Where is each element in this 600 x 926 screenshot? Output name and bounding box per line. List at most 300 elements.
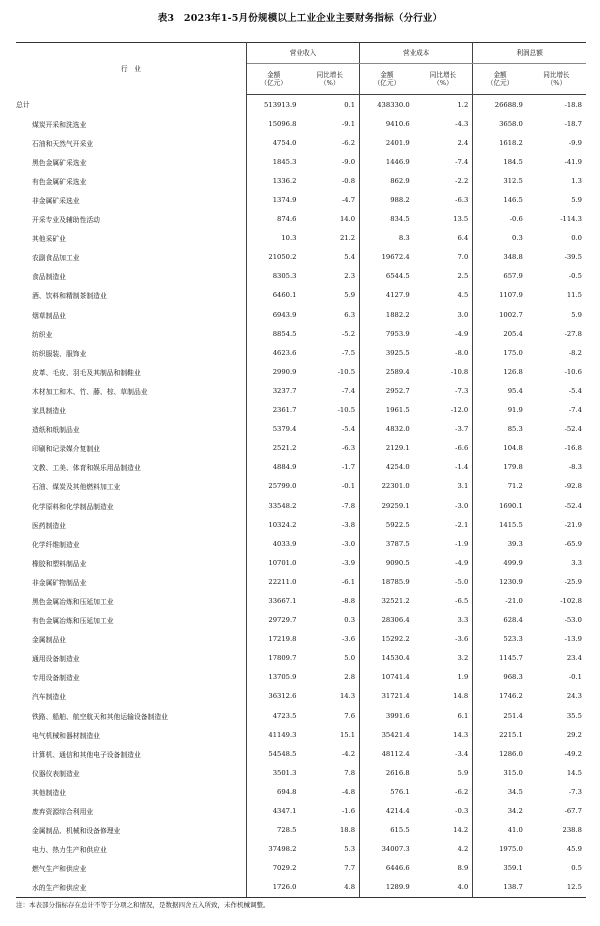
industry-name-cell xyxy=(16,248,246,267)
cost-amount-cell: 4254.0 xyxy=(360,458,414,477)
industry-name: 纺织服装、服饰业 xyxy=(32,349,87,358)
industry-name-cell xyxy=(16,190,246,209)
profit-amount-cell: 0.3 xyxy=(473,229,527,248)
industry-name: 汽车制造业 xyxy=(32,693,66,702)
cost-amount-header: 金额 （亿元） xyxy=(360,64,414,95)
cost-amount-cell: 22301.0 xyxy=(360,477,414,496)
cost-growth-cell: -2.1 xyxy=(455,520,469,529)
cost-amount-cell: 2616.8 xyxy=(360,763,414,782)
profit-growth-cell: 24.3 xyxy=(566,692,582,701)
industry-name: 造纸和纸制品业 xyxy=(32,426,80,435)
cost-growth-cell: 5.9 xyxy=(457,768,469,777)
profit-growth-cell: -8.2 xyxy=(568,348,582,357)
industry-name-cell xyxy=(16,801,246,820)
industry-name: 酒、饮料和精制茶制造业 xyxy=(32,292,107,301)
cost-growth-cell: 8.9 xyxy=(457,864,469,873)
profit-amount-cell: 1107.9 xyxy=(473,286,527,305)
cost-growth-cell: 4.0 xyxy=(414,878,473,898)
revenue-growth-cell: -8.8 xyxy=(341,596,356,605)
profit-amount-cell: 3658.0 xyxy=(473,114,527,133)
cost-growth-cell: -7.3 xyxy=(455,386,469,395)
industry-name: 计算机、通信和其他电子设备制造业 xyxy=(32,750,141,759)
revenue-growth-cell: -9.0 xyxy=(341,157,356,166)
financial-indicators-table xyxy=(16,42,586,898)
industry-name: 黑色金属矿采选业 xyxy=(32,158,87,167)
table-row xyxy=(16,649,586,668)
cost-growth-cell: -6.3 xyxy=(455,196,469,205)
revenue-amount-cell: 8854.5 xyxy=(272,329,297,338)
profit-growth-cell: -10.6 xyxy=(564,367,582,376)
cost-amount-cell: 4127.9 xyxy=(360,286,414,305)
industry-name-cell xyxy=(16,439,246,458)
table-row xyxy=(16,591,586,610)
revenue-growth-cell: -3.0 xyxy=(341,539,356,548)
profit-amount-cell: 138.7 xyxy=(473,878,527,898)
industry-name-cell xyxy=(16,553,246,572)
revenue-growth-cell: -5.2 xyxy=(341,329,356,338)
revenue-growth-cell: -6.1 xyxy=(341,577,356,586)
cost-growth-cell: -4.9 xyxy=(455,558,469,567)
revenue-amount-cell: 3501.3 xyxy=(272,768,297,777)
revenue-growth-cell: 5.0 xyxy=(344,654,356,663)
revenue-growth-cell: 5.4 xyxy=(344,253,356,262)
cost-growth-cell: 14.2 xyxy=(453,826,469,835)
industry-name-cell xyxy=(16,381,246,400)
industry-name-cell xyxy=(16,668,246,687)
profit-amount-cell: 26688.9 xyxy=(473,95,527,115)
profit-growth-cell: -0.1 xyxy=(568,673,582,682)
cost-amount-cell: 31721.4 xyxy=(360,687,414,706)
industry-name-cell xyxy=(16,591,246,610)
industry-name: 燃气生产和供应业 xyxy=(32,865,87,874)
revenue-growth-cell: 7.7 xyxy=(344,864,356,873)
cost-growth-header: 同比增长 （%） xyxy=(414,64,473,95)
cost-growth-cell: 14.8 xyxy=(453,692,469,701)
cost-amount-cell: 6544.5 xyxy=(360,267,414,286)
profit-growth-cell: -5.4 xyxy=(568,386,582,395)
revenue-amount-cell: 1336.2 xyxy=(272,176,297,185)
revenue-amount-cell: 5379.4 xyxy=(272,425,297,434)
table-row xyxy=(16,840,586,859)
revenue-growth-cell: -4.8 xyxy=(341,787,356,796)
cost-group-header: 营业成本 xyxy=(360,43,473,64)
cost-growth-cell: 1.2 xyxy=(457,100,469,109)
table-row xyxy=(16,401,586,420)
industry-name-cell xyxy=(16,133,246,152)
profit-growth-cell: -18.8 xyxy=(564,100,582,109)
industry-name: 金属制品、机械和设备修理业 xyxy=(32,827,121,836)
profit-amount-cell: 104.8 xyxy=(473,439,527,458)
revenue-growth-cell: 2.3 xyxy=(344,272,356,281)
cost-amount-cell: 2952.7 xyxy=(360,381,414,400)
industry-name: 医药制造业 xyxy=(32,521,66,530)
profit-growth-cell: -8.3 xyxy=(568,463,582,472)
industry-name: 开采专业及辅助性活动 xyxy=(32,216,100,225)
cost-growth-cell: 3.0 xyxy=(457,310,469,319)
industry-name: 其他采矿业 xyxy=(32,235,66,244)
profit-amount-cell: 175.0 xyxy=(473,343,527,362)
revenue-amount-cell: 6943.9 xyxy=(272,310,297,319)
cost-growth-cell: -3.0 xyxy=(455,501,469,510)
revenue-growth-cell: 7.8 xyxy=(344,768,356,777)
profit-amount-cell: 523.3 xyxy=(473,630,527,649)
revenue-growth-cell: 6.3 xyxy=(344,310,356,319)
cost-amount-cell: 862.9 xyxy=(360,171,414,190)
profit-growth-cell: -49.2 xyxy=(564,749,582,758)
table-row xyxy=(16,496,586,515)
profit-amount-cell: 1415.5 xyxy=(473,515,527,534)
cost-amount-cell: 2129.1 xyxy=(360,439,414,458)
profit-growth-cell: 23.4 xyxy=(566,654,582,663)
profit-amount-cell: 85.3 xyxy=(473,420,527,439)
revenue-amount-cell: 13705.9 xyxy=(268,673,297,682)
cost-growth-cell: 3.3 xyxy=(457,616,469,625)
revenue-growth-cell: -5.4 xyxy=(341,425,356,434)
cost-growth-cell: 3.1 xyxy=(457,482,469,491)
revenue-amount-cell: 41149.3 xyxy=(268,730,297,739)
industry-name: 家具制造业 xyxy=(32,407,66,416)
profit-amount-cell: 71.2 xyxy=(473,477,527,496)
table-row xyxy=(16,286,586,305)
profit-amount-header: 金额 （亿元） xyxy=(473,64,527,95)
table-row xyxy=(16,114,586,133)
profit-amount-cell: 41.0 xyxy=(473,821,527,840)
table-row xyxy=(16,362,586,381)
profit-amount-cell: 39.3 xyxy=(473,534,527,553)
revenue-amount-cell: 4623.6 xyxy=(272,348,297,357)
cost-amount-cell: 3787.5 xyxy=(360,534,414,553)
profit-growth-cell: -92.8 xyxy=(564,482,582,491)
profit-amount-cell: 91.9 xyxy=(473,401,527,420)
revenue-amount-cell: 36312.6 xyxy=(268,692,297,701)
profit-growth-cell: -52.4 xyxy=(564,425,582,434)
table-row xyxy=(16,267,586,286)
industry-name-cell xyxy=(16,362,246,381)
industry-name: 文教、工美、体育和娱乐用品制造业 xyxy=(32,464,141,473)
revenue-amount-cell: 10701.0 xyxy=(268,558,297,567)
table-row xyxy=(16,305,586,324)
revenue-amount-cell: 4884.9 xyxy=(272,463,297,472)
table-row xyxy=(16,324,586,343)
cost-growth-cell: -5.0 xyxy=(455,577,469,586)
table-title: 表3 2023年1-5月份规模以上工业企业主要财务指标（分行业） xyxy=(157,13,443,24)
table-row xyxy=(16,801,586,820)
industry-name-cell xyxy=(16,725,246,744)
industry-name: 有色金属冶炼和压延加工业 xyxy=(32,617,114,626)
revenue-amount-cell: 694.8 xyxy=(277,787,297,796)
industry-name: 总计 xyxy=(16,101,30,110)
table-row xyxy=(16,725,586,744)
profit-amount-cell: 628.4 xyxy=(473,611,527,630)
table-body xyxy=(16,95,586,898)
industry-name-cell xyxy=(16,611,246,630)
revenue-amount-cell: 7029.2 xyxy=(272,864,297,873)
cost-amount-cell: 32521.2 xyxy=(360,591,414,610)
cost-growth-cell: 2.5 xyxy=(457,272,469,281)
industry-name: 化学原料和化学制品制造业 xyxy=(32,502,114,511)
revenue-growth-cell: -6.3 xyxy=(341,444,356,453)
industry-name: 食品制造业 xyxy=(32,273,66,282)
industry-name-cell xyxy=(16,343,246,362)
table-row xyxy=(16,763,586,782)
cost-amount-cell: 3925.5 xyxy=(360,343,414,362)
revenue-amount-cell: 8305.3 xyxy=(272,272,297,281)
profit-growth-cell: 3.3 xyxy=(571,558,582,567)
revenue-amount-cell: 22211.0 xyxy=(268,577,297,586)
cost-growth-cell: -4.9 xyxy=(455,329,469,338)
cost-amount-cell: 4214.4 xyxy=(360,801,414,820)
table-row xyxy=(16,630,586,649)
profit-amount-cell: 348.8 xyxy=(473,248,527,267)
profit-amount-cell: 184.5 xyxy=(473,152,527,171)
profit-amount-cell: 2215.1 xyxy=(473,725,527,744)
revenue-growth-cell: 14.3 xyxy=(339,692,356,701)
industry-name: 煤炭开采和洗选业 xyxy=(32,120,87,129)
industry-name-cell xyxy=(16,286,246,305)
profit-growth-cell: -9.9 xyxy=(568,138,582,147)
industry-name: 非金属矿采选业 xyxy=(32,197,80,206)
industry-name-cell xyxy=(16,649,246,668)
cost-growth-cell: -1.4 xyxy=(455,463,469,472)
revenue-growth-cell: 7.6 xyxy=(344,711,356,720)
industry-name: 通用设备制造业 xyxy=(32,655,80,664)
revenue-growth-cell: -3.9 xyxy=(341,558,356,567)
profit-growth-cell: 5.9 xyxy=(571,196,582,205)
industry-name-cell xyxy=(16,763,246,782)
industry-name-cell xyxy=(16,706,246,725)
cost-growth-cell: -3.6 xyxy=(455,635,469,644)
cost-growth-cell: -2.2 xyxy=(455,176,469,185)
cost-amount-cell: 1289.9 xyxy=(360,878,414,898)
industry-name: 黑色金属冶炼和压延加工业 xyxy=(32,597,114,606)
industry-header: 行 业 xyxy=(16,43,246,95)
cost-growth-cell: 13.5 xyxy=(453,215,469,224)
revenue-growth-cell: 14.0 xyxy=(339,215,356,224)
revenue-amount-cell: 513913.9 xyxy=(264,100,297,109)
cost-amount-cell: 6446.6 xyxy=(360,859,414,878)
profit-amount-cell: -21.0 xyxy=(473,591,527,610)
total-row xyxy=(16,95,586,115)
revenue-amount-cell: 1374.9 xyxy=(272,196,297,205)
profit-growth-cell: -53.0 xyxy=(564,616,582,625)
industry-name-cell xyxy=(16,477,246,496)
profit-amount-cell: 359.1 xyxy=(473,859,527,878)
profit-amount-cell: 657.9 xyxy=(473,267,527,286)
industry-name-cell xyxy=(16,534,246,553)
table-row xyxy=(16,381,586,400)
industry-name: 电气机械和器材制造业 xyxy=(32,731,100,740)
industry-name: 纺织业 xyxy=(32,330,53,339)
cost-growth-cell: 4.2 xyxy=(457,845,469,854)
profit-growth-cell: -25.9 xyxy=(564,577,582,586)
revenue-amount-cell: 17219.8 xyxy=(268,635,297,644)
revenue-growth-cell: 2.8 xyxy=(344,673,356,682)
profit-growth-cell: -41.9 xyxy=(564,157,582,166)
revenue-amount-cell: 2990.9 xyxy=(272,367,297,376)
cost-growth-cell: -6.6 xyxy=(455,444,469,453)
table-row xyxy=(16,553,586,572)
profit-growth-cell: 5.9 xyxy=(571,310,582,319)
revenue-amount-header: 金额 （亿元） xyxy=(246,64,300,95)
revenue-amount-cell: 10324.2 xyxy=(268,520,297,529)
revenue-amount-cell: 10.3 xyxy=(281,234,297,243)
revenue-growth-cell: -10.5 xyxy=(337,406,356,415)
profit-growth-cell: -27.8 xyxy=(564,329,582,338)
cost-amount-cell: 18785.9 xyxy=(360,572,414,591)
profit-growth-cell: 238.8 xyxy=(562,826,582,835)
profit-amount-cell: 315.0 xyxy=(473,763,527,782)
table-row xyxy=(16,229,586,248)
industry-name-cell xyxy=(16,744,246,763)
industry-name-cell xyxy=(16,630,246,649)
revenue-growth-cell: 18.8 xyxy=(339,826,356,835)
profit-group-header: 利润总额 xyxy=(473,43,586,64)
industry-name: 有色金属矿采选业 xyxy=(32,177,87,186)
industry-name-cell xyxy=(16,821,246,840)
table-row xyxy=(16,534,586,553)
cost-growth-cell: -3.7 xyxy=(455,425,469,434)
revenue-growth-cell: -7.5 xyxy=(341,348,356,357)
industry-name: 非金属矿物制品业 xyxy=(32,578,87,587)
cost-growth-cell: -4.3 xyxy=(455,119,469,128)
revenue-amount-cell: 2361.7 xyxy=(272,406,297,415)
industry-name: 农副食品加工业 xyxy=(32,254,80,263)
profit-growth-cell: 14.5 xyxy=(566,768,582,777)
profit-growth-cell: -102.8 xyxy=(560,596,582,605)
profit-amount-cell: 251.4 xyxy=(473,706,527,725)
cost-amount-cell: 9090.5 xyxy=(360,553,414,572)
revenue-amount-cell: 54548.5 xyxy=(268,749,297,758)
cost-growth-cell: -10.8 xyxy=(450,367,469,376)
cost-growth-cell: -0.3 xyxy=(455,807,469,816)
revenue-amount-cell: 6460.1 xyxy=(272,291,297,300)
revenue-amount-cell: 25799.0 xyxy=(268,482,297,491)
profit-amount-cell: 126.8 xyxy=(473,362,527,381)
cost-amount-cell: 615.5 xyxy=(360,821,414,840)
industry-name-cell xyxy=(16,420,246,439)
profit-growth-cell: -21.9 xyxy=(564,520,582,529)
profit-amount-cell: 146.5 xyxy=(473,190,527,209)
revenue-amount-cell: 4754.0 xyxy=(272,138,297,147)
table-row xyxy=(16,878,586,898)
revenue-growth-cell: -1.7 xyxy=(341,463,356,472)
cost-amount-cell: 988.2 xyxy=(360,190,414,209)
industry-name-cell xyxy=(16,114,246,133)
table-row xyxy=(16,171,586,190)
industry-name-cell xyxy=(16,782,246,801)
industry-name-cell xyxy=(16,515,246,534)
cost-amount-cell: 29259.1 xyxy=(360,496,414,515)
cost-amount-cell: 1446.9 xyxy=(360,152,414,171)
industry-name: 印刷和记录媒介复制业 xyxy=(32,445,100,454)
table-row xyxy=(16,706,586,725)
revenue-growth-cell: -7.8 xyxy=(341,501,356,510)
cost-amount-cell: 2401.9 xyxy=(360,133,414,152)
profit-growth-cell: -39.5 xyxy=(564,253,582,262)
profit-growth-cell: 1.3 xyxy=(571,176,582,185)
cost-growth-cell: 3.2 xyxy=(457,654,469,663)
profit-growth-cell: -7.3 xyxy=(568,787,582,796)
profit-growth-cell: 45.9 xyxy=(566,845,582,854)
industry-name-cell xyxy=(16,152,246,171)
profit-growth-cell: -52.4 xyxy=(564,501,582,510)
industry-name-cell xyxy=(16,95,246,115)
profit-growth-header: 同比增长 （%） xyxy=(527,64,586,95)
cost-growth-cell: -6.5 xyxy=(455,596,469,605)
industry-name-cell xyxy=(16,267,246,286)
cost-amount-cell: 1961.5 xyxy=(360,401,414,420)
revenue-growth-cell: 5.3 xyxy=(344,845,356,854)
revenue-amount-cell: 17809.7 xyxy=(268,654,297,663)
industry-name-cell xyxy=(16,210,246,229)
revenue-growth-cell: 21.2 xyxy=(339,234,356,243)
industry-name-cell xyxy=(16,496,246,515)
profit-amount-cell: 179.8 xyxy=(473,458,527,477)
profit-amount-cell: 1618.2 xyxy=(473,133,527,152)
cost-amount-cell: 2589.4 xyxy=(360,362,414,381)
profit-growth-cell: 29.2 xyxy=(566,730,582,739)
cost-amount-cell: 35421.4 xyxy=(360,725,414,744)
table-row xyxy=(16,210,586,229)
profit-amount-cell: 499.9 xyxy=(473,553,527,572)
cost-growth-cell: 2.4 xyxy=(457,138,469,147)
profit-growth-cell: -114.3 xyxy=(560,215,582,224)
revenue-growth-cell: -6.2 xyxy=(341,138,356,147)
industry-name: 专用设备制造业 xyxy=(32,674,80,683)
revenue-growth-cell: -3.8 xyxy=(341,520,356,529)
revenue-growth-cell: -3.6 xyxy=(341,635,356,644)
industry-name: 橡胶和塑料制品业 xyxy=(32,559,87,568)
profit-amount-cell: 968.3 xyxy=(473,668,527,687)
industry-name-cell xyxy=(16,229,246,248)
industry-name: 皮革、毛皮、羽毛及其制品和制鞋业 xyxy=(32,368,141,377)
profit-growth-cell: -13.9 xyxy=(564,635,582,644)
cost-growth-cell: 7.0 xyxy=(457,253,469,262)
table-row xyxy=(16,458,586,477)
table-row xyxy=(16,439,586,458)
table-row xyxy=(16,859,586,878)
profit-growth-cell: 12.5 xyxy=(527,878,586,898)
profit-growth-cell: -67.7 xyxy=(564,807,582,816)
cost-growth-cell: 1.9 xyxy=(457,673,469,682)
cost-amount-cell: 7953.9 xyxy=(360,324,414,343)
industry-name: 电力、热力生产和供应业 xyxy=(32,846,107,855)
profit-amount-cell: 1286.0 xyxy=(473,744,527,763)
cost-growth-cell: 4.5 xyxy=(457,291,469,300)
footnote: 注：本表部分指标存在总计不等于分项之和情况，是数据四舍五入所致，未作机械调整。 xyxy=(16,901,270,909)
cost-growth-cell: 6.1 xyxy=(457,711,469,720)
industry-name-cell xyxy=(16,324,246,343)
revenue-growth-cell: -1.6 xyxy=(341,807,356,816)
revenue-growth-cell: 5.9 xyxy=(344,291,356,300)
cost-amount-cell: 1882.2 xyxy=(360,305,414,324)
profit-growth-cell: -65.9 xyxy=(564,539,582,548)
industry-name-cell xyxy=(16,458,246,477)
revenue-amount-cell: 4347.1 xyxy=(272,807,297,816)
revenue-growth-cell: 4.8 xyxy=(300,878,359,898)
table-row xyxy=(16,572,586,591)
revenue-growth-cell: 15.1 xyxy=(339,730,356,739)
industry-name-cell xyxy=(16,171,246,190)
revenue-growth-cell: -10.5 xyxy=(337,367,356,376)
industry-name: 石油、煤炭及其他燃料加工业 xyxy=(32,483,121,492)
cost-amount-cell: 10741.4 xyxy=(360,668,414,687)
table-row xyxy=(16,687,586,706)
cost-amount-cell: 15292.2 xyxy=(360,630,414,649)
profit-growth-cell: -16.8 xyxy=(564,444,582,453)
profit-amount-cell: 1145.7 xyxy=(473,649,527,668)
cost-amount-cell: 48112.4 xyxy=(360,744,414,763)
